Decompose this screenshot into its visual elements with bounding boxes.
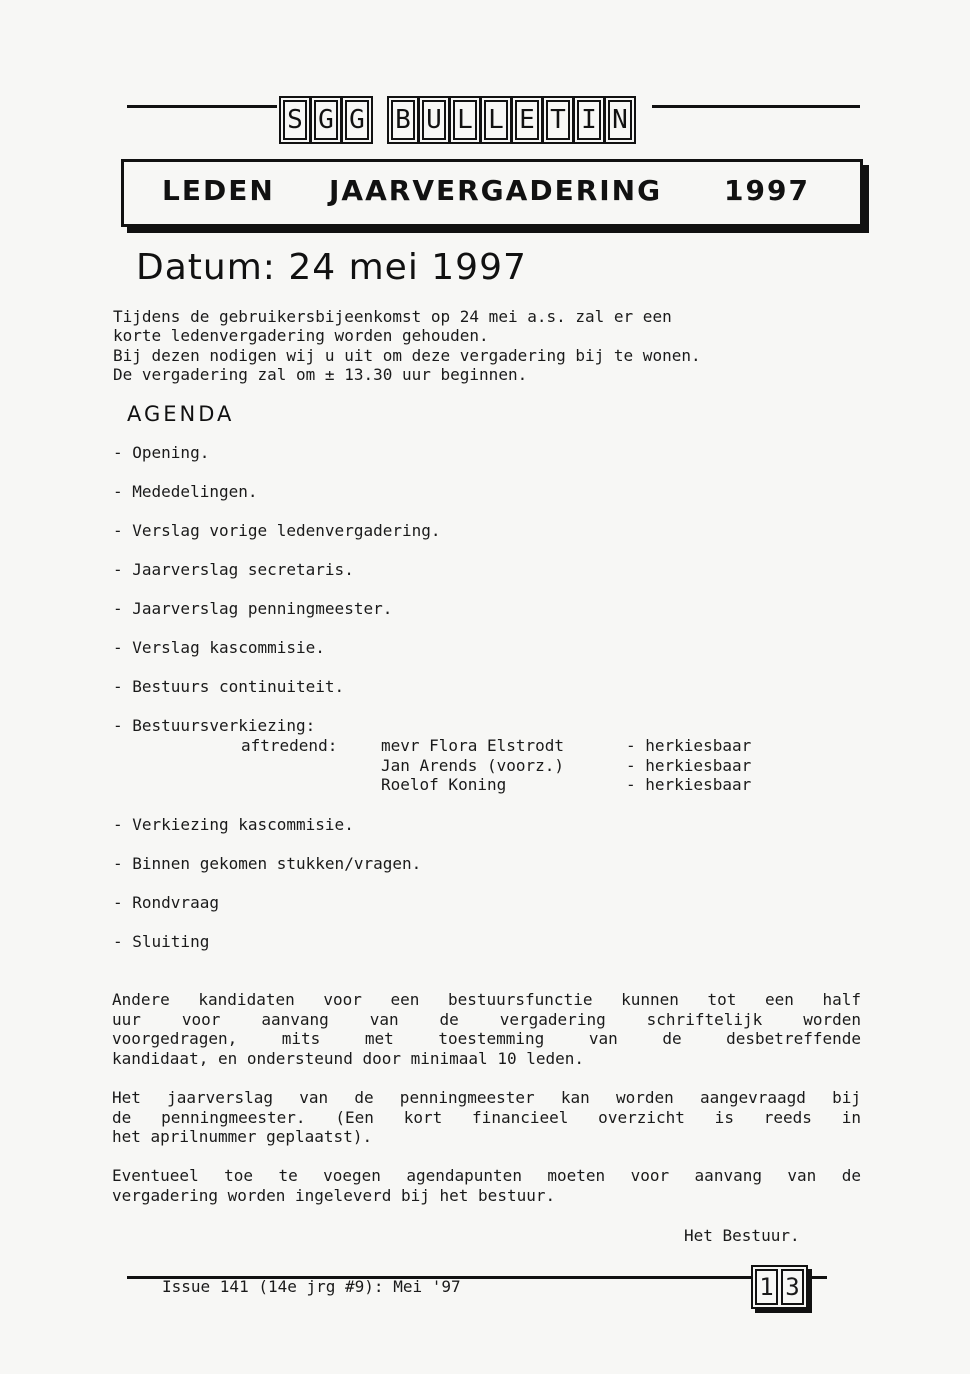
date-heading: Datum: 24 mei 1997 [136,247,527,288]
agenda-item: - Opening. [113,443,210,462]
agenda-item: - Bestuursverkiezing: [113,716,316,735]
masthead-sgg [281,96,371,142]
agenda-item: - Mededelingen. [113,482,258,501]
paragraph-line: de penningmeester. (Een kort financieel overzicht is reeds in [112,1107,861,1127]
page-digit: 3 [781,1269,804,1305]
masthead-letter: L [484,100,508,140]
masthead-letter: S [283,100,307,140]
masthead-letter: I [577,100,601,140]
candidate-status: - herkiesbaar [626,736,752,755]
intro-line: Bij dezen nodigen wij u uit om deze vergadering bij te wonen. [113,346,701,365]
agenda-item: - Verkiezing kascommisie. [113,815,354,834]
candidate-name: Roelof Koning [381,775,507,794]
intro-line: De vergadering zal om ± 13.30 uur beginnen. [113,365,528,384]
masthead [277,96,652,142]
signature: Het Bestuur. [684,1226,800,1245]
masthead-letter: L [453,100,477,140]
banner-year: 1997 [724,174,810,207]
paragraph-candidates [112,990,861,1068]
masthead-letter: G [345,100,369,140]
agenda-item: - Jaarverslag penningmeester. [113,599,393,618]
aftredend-label: aftredend: [241,736,338,755]
paragraph-line: Het jaarverslag van de penningmeester kan worden aangevraagd bij [112,1088,861,1107]
agenda-item: - Binnen gekomen stukken/vragen. [113,854,422,873]
masthead-letter: N [608,100,632,140]
paragraph-line: vergadering worden ingeleverd bij het bestuur. [112,1185,556,1205]
paragraph-line: Eventueel toe te voegen agendapunten moeten voor aanvang van de [112,1166,861,1185]
footer-issue: Issue 141 (14e jrg #9): Mei '97 [162,1277,461,1296]
agenda-item: - Jaarverslag secretaris. [113,560,354,579]
candidate-status: - herkiesbaar [626,775,752,794]
paragraph-jaarverslag [112,1088,861,1147]
masthead-letter: T [546,100,570,140]
paragraph-line: kandidaat, en ondersteund door minimaal 10 leden. [112,1048,585,1068]
page-digit: 1 [755,1269,778,1305]
intro-line: Tijdens de gebruikersbijeenkomst op 24 mei a.s. zal er een [113,307,672,326]
masthead-letter: G [314,100,338,140]
paragraph-line: het aprilnummer geplaatst). [112,1127,373,1146]
agenda-item: - Verslag kascommisie. [113,638,325,657]
paragraph-agendapunten [112,1166,861,1205]
paragraph-line: voorgedragen, mits met toestemming van de desbetreffende [112,1029,861,1048]
banner-jaarvergadering: JAARVERGADERING [329,174,663,207]
agenda-heading: AGENDA [127,402,235,426]
masthead-letter: E [515,100,539,140]
agenda-item: - Verslag vorige ledenvergadering. [113,521,441,540]
paragraph-line: uur voor aanvang van de vergadering schriftelijk worden [112,1009,861,1029]
intro-line: korte ledenvergadering worden gehouden. [113,326,489,345]
candidate-name: Jan Arends (voorz.) [381,756,565,775]
candidate-status: - herkiesbaar [626,756,752,775]
masthead-letter: U [422,100,446,140]
masthead-letter: B [391,100,415,140]
page-number [751,1265,808,1309]
title-banner [121,159,863,227]
agenda-item: - Bestuurs continuiteit. [113,677,345,696]
agenda-item: - Rondvraag [113,893,219,912]
agenda-item: - Sluiting [113,932,210,951]
candidate-name: mevr Flora Elstrodt [381,736,565,755]
masthead-bulletin [389,96,634,142]
paragraph-line: Andere kandidaten voor een bestuursfunctie kunnen tot een half [112,990,861,1009]
banner-leden: LEDEN [162,174,275,207]
